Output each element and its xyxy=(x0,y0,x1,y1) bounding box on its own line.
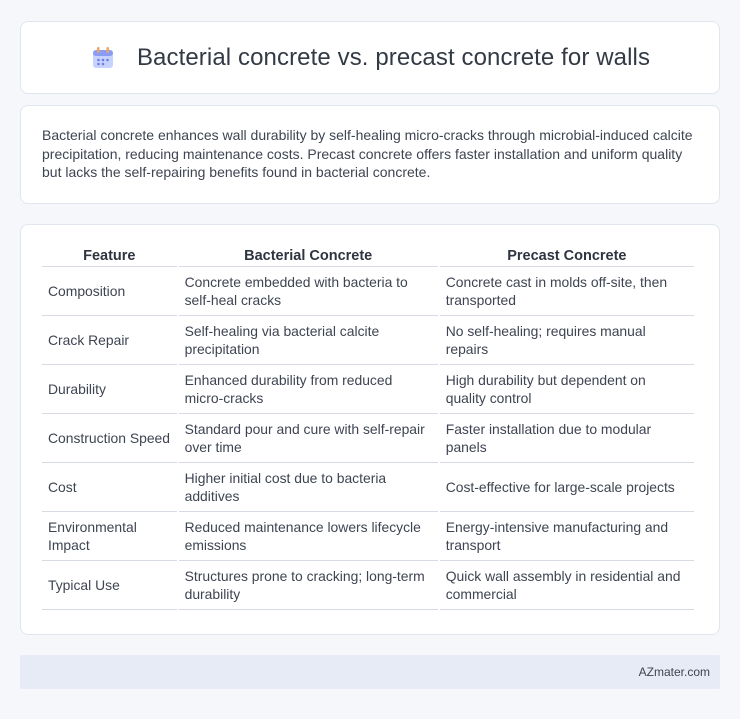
comparison-table-card xyxy=(20,224,720,635)
footer-site-link[interactable]: AZmater.com xyxy=(638,665,710,679)
precast-cell: No self-healing; requires manual repairs xyxy=(440,316,694,365)
header-feature: Feature xyxy=(42,243,177,267)
precast-cell: Concrete cast in molds off-site, then transported xyxy=(440,267,694,316)
title-row xyxy=(90,44,650,72)
table-row xyxy=(42,267,694,316)
feature-cell: Construction Speed xyxy=(42,414,177,463)
header-bacterial-concrete: Bacterial Concrete xyxy=(179,243,438,267)
summary-text: Bacterial concrete enhances wall durability by self-healing micro-cracks through microbial-induced calcite precipitation, reducing maintenance costs. Precast concrete offers faster installation and uniform quality but lacks the self-repairing benefits found in bacterial concrete. xyxy=(42,127,693,181)
page-title: Bacterial concrete vs. precast concrete for walls xyxy=(136,43,651,71)
comparison-table xyxy=(40,243,696,610)
header-precast-concrete: Precast Concrete xyxy=(440,243,694,267)
feature-cell: Cost xyxy=(42,463,177,512)
bacterial-cell: Enhanced durability from reduced micro-cracks xyxy=(179,365,438,414)
table-row xyxy=(42,414,694,463)
bacterial-cell: Higher initial cost due to bacteria additives xyxy=(179,463,438,512)
feature-cell: Crack Repair xyxy=(42,316,177,365)
bacterial-cell: Self-healing via bacterial calcite precipitation xyxy=(179,316,438,365)
bacterial-cell: Structures prone to cracking; long-term durability xyxy=(179,561,438,610)
footer xyxy=(20,655,720,689)
table-row xyxy=(42,512,694,561)
bacterial-cell: Reduced maintenance lowers lifecycle emissions xyxy=(179,512,438,561)
feature-cell: Durability xyxy=(42,365,177,414)
bacterial-cell: Standard pour and cure with self-repair over time xyxy=(179,414,438,463)
table-row xyxy=(42,463,694,512)
table-row xyxy=(42,561,694,610)
precast-cell: Cost-effective for large-scale projects xyxy=(440,463,694,512)
calendar-icon xyxy=(90,45,116,71)
table-row xyxy=(42,316,694,365)
summary-card xyxy=(20,105,720,204)
title-card xyxy=(20,21,720,94)
table-row xyxy=(42,365,694,414)
feature-cell: Typical Use xyxy=(42,561,177,610)
feature-cell: Environmental Impact xyxy=(42,512,177,561)
bacterial-cell: Concrete embedded with bacteria to self-heal cracks xyxy=(179,267,438,316)
precast-cell: Quick wall assembly in residential and commercial xyxy=(440,561,694,610)
precast-cell: High durability but dependent on quality control xyxy=(440,365,694,414)
precast-cell: Faster installation due to modular panels xyxy=(440,414,694,463)
table-header-row xyxy=(42,243,694,267)
feature-cell: Composition xyxy=(42,267,177,316)
precast-cell: Energy-intensive manufacturing and transport xyxy=(440,512,694,561)
